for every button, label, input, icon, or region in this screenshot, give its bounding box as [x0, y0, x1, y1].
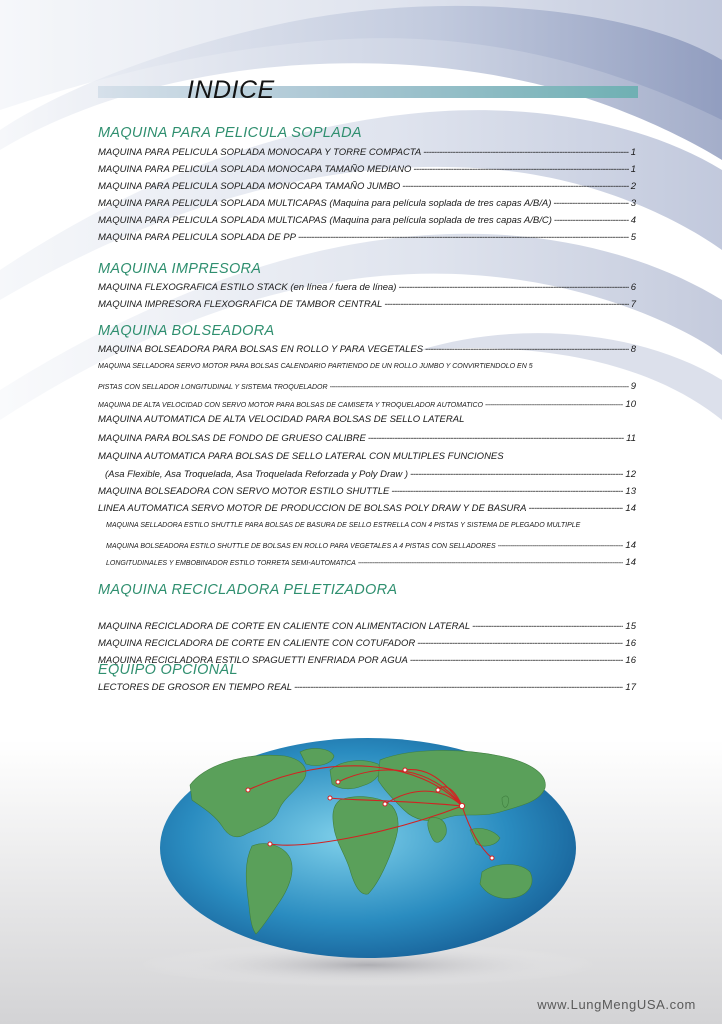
entry-text: MAQUINA RECICLADORA DE CORTE EN CALIENTE CON COTUFADOR [98, 638, 416, 649]
index-entry[interactable] [98, 682, 636, 693]
section-title: EQUIPO OPCIONAL [98, 662, 238, 678]
section-recycling [98, 582, 638, 666]
entry-text: (Asa Flexible, Asa Troquelada, Asa Troquelada Reforzada y Poly Draw ) [105, 469, 409, 480]
entry-text: LONGITUDINALES Y EMBOBINADOR ESTILO TORRETA SEMI-AUTOMATICA [106, 560, 356, 567]
entry-text: PISTAS CON SELLADOR LONGITUDINAL Y SISTEMA TROQUELADOR [98, 384, 328, 391]
entry-text: MAQUINA PARA PELICULA SOPLADA MULTICAPAS (Maquina para película soplada de tres capas A/B/A) [98, 198, 552, 209]
entry-text: MAQUINA PARA PELICULA SOPLADA DE PP [98, 232, 296, 243]
index-entry[interactable] [106, 522, 636, 529]
entry-text: MAQUINA PARA PELICULA SOPLADA MULTICAPAS (Maquina para película soplada de tres capas A/B/C) [98, 215, 552, 226]
dot-leader [368, 433, 624, 444]
dot-leader [485, 402, 623, 409]
section-bag-making [98, 323, 638, 568]
index-entry[interactable] [106, 540, 636, 551]
dot-leader [358, 560, 624, 567]
entry-text: MAQUINA BOLSEADORA ESTILO SHUTTLE DE BOLSAS EN ROLLO PARA VEGETALES A 4 PISTAS CON SELLADORES [106, 543, 496, 550]
dot-leader [413, 164, 628, 175]
index-entry[interactable] [98, 282, 636, 293]
entry-text: MAQUINA AUTOMATICA DE ALTA VELOCIDAD PARA BOLSAS DE SELLO LATERAL [98, 414, 465, 425]
index-entry[interactable] [98, 198, 636, 209]
entry-page: 14 [625, 503, 636, 514]
dot-leader [425, 344, 629, 355]
entry-page: 14 [625, 540, 636, 551]
dot-leader [417, 638, 623, 649]
entry-page: 5 [630, 232, 636, 243]
section-blown-film [98, 125, 638, 243]
entry-text: MAQUINA BOLSEADORA PARA BOLSAS EN ROLLO Y PARA VEGETALES [98, 344, 424, 355]
entry-page: 1 [630, 147, 636, 158]
entry-page: 3 [630, 198, 636, 209]
entry-page: 14 [625, 557, 636, 568]
entry-page: 8 [630, 344, 636, 355]
section-title: MAQUINA IMPRESORA [98, 261, 262, 277]
index-entry[interactable] [98, 486, 636, 497]
title-bar [98, 86, 638, 98]
dot-leader [384, 299, 628, 310]
index-entry[interactable] [105, 469, 636, 480]
entry-text: MAQUINA RECICLADORA DE CORTE EN CALIENTE CON ALIMENTACION LATERAL [98, 621, 471, 632]
entry-page: 10 [625, 399, 636, 410]
entry-page: 12 [625, 469, 636, 480]
index-entry[interactable] [98, 164, 636, 175]
entry-page: 11 [626, 433, 636, 444]
entry-text: MAQUINA RECICLADORA ESTILO SPAGUETTI ENFRIADA POR AGUA [98, 655, 408, 666]
entry-page: 7 [630, 299, 636, 310]
dot-leader [529, 503, 624, 514]
entry-text: MAQUINA BOLSEADORA CON SERVO MOTOR ESTILO SHUTTLE [98, 486, 390, 497]
entry-text: MAQUINA PARA PELICULA SOPLADA MONOCAPA TAMAÑO JUMBO [98, 181, 401, 192]
dot-leader [398, 282, 628, 293]
entry-text: MAQUINA DE ALTA VELOCIDAD CON SERVO MOTOR PARA BOLSAS DE CAMISETA Y TROQUELADOR AUTOMATICO [98, 402, 483, 409]
dot-leader [423, 147, 628, 158]
footer-website-url[interactable]: www.LungMengUSA.com [537, 997, 696, 1012]
index-entry[interactable] [98, 363, 636, 370]
index-entry[interactable] [98, 215, 636, 226]
dot-leader [391, 486, 623, 497]
index-entry[interactable] [98, 299, 636, 310]
entry-text: MAQUINA IMPRESORA FLEXOGRAFICA DE TAMBOR CENTRAL [98, 299, 383, 310]
entry-page: 9 [630, 381, 636, 392]
dot-leader [553, 198, 628, 209]
entry-page: 17 [625, 682, 636, 693]
entry-page: 16 [625, 655, 636, 666]
entry-text: MAQUINA SELLADORA ESTILO SHUTTLE PARA BOLSAS DE BASURA DE SELLO ESTRELLA CON 4 PISTAS Y SISTEMA DE PLEGADO MULTIPLE [106, 522, 581, 529]
dot-leader [554, 215, 629, 226]
index-entry[interactable] [98, 503, 636, 514]
index-entry[interactable] [98, 451, 636, 462]
index-entry[interactable] [98, 433, 636, 444]
index-entry[interactable] [106, 557, 636, 568]
entry-text: MAQUINA PARA BOLSAS DE FONDO DE GRUESO CALIBRE [98, 433, 366, 444]
entry-page: 13 [625, 486, 636, 497]
section-title: MAQUINA RECICLADORA PELETIZADORA [98, 582, 398, 598]
dot-leader [298, 232, 629, 243]
index-entry[interactable] [98, 147, 636, 158]
dot-leader [472, 621, 623, 632]
entry-text: MAQUINA PARA PELICULA SOPLADA MONOCAPA Y TORRE COMPACTA [98, 147, 422, 158]
section-optional-equipment [98, 662, 638, 693]
entry-text: LECTORES DE GROSOR EN TIEMPO REAL [98, 682, 293, 693]
index-entry[interactable] [98, 621, 636, 632]
index-entry[interactable] [98, 344, 636, 355]
section-printing [98, 261, 638, 310]
section-title: MAQUINA PARA PELICULA SOPLADA [98, 125, 362, 141]
entry-page: 15 [625, 621, 636, 632]
index-entry[interactable] [98, 414, 636, 425]
entry-page: 16 [625, 638, 636, 649]
page-title: INDICE [187, 76, 275, 104]
index-entry[interactable] [98, 638, 636, 649]
entry-text: MAQUINA SELLADORA SERVO MOTOR PARA BOLSAS CALENDARIO PARTIENDO DE UN ROLLO JUMBO Y CONVIRTIENDOLO EN 5 [98, 363, 533, 370]
dot-leader [330, 384, 629, 391]
index-entry[interactable] [98, 181, 636, 192]
index-entry[interactable] [98, 232, 636, 243]
entry-text: MAQUINA FLEXOGRAFICA ESTILO STACK (en línea / fuera de línea) [98, 282, 397, 293]
entry-page: 1 [630, 164, 636, 175]
section-title: MAQUINA BOLSEADORA [98, 323, 275, 339]
entry-text: LINEA AUTOMATICA SERVO MOTOR DE PRODUCCION DE BOLSAS POLY DRAW Y DE BASURA [98, 503, 527, 514]
index-entry[interactable] [98, 399, 636, 410]
entry-page: 2 [630, 181, 636, 192]
entry-page: 6 [630, 282, 636, 293]
dot-leader [294, 682, 623, 693]
entry-page: 4 [630, 215, 636, 226]
dot-leader [410, 469, 623, 480]
entry-text: MAQUINA PARA PELICULA SOPLADA MONOCAPA TAMAÑO MEDIANO [98, 164, 412, 175]
dot-leader [498, 543, 624, 550]
dot-leader [402, 181, 628, 192]
index-entry[interactable] [98, 381, 636, 392]
entry-text: MAQUINA AUTOMATICA PARA BOLSAS DE SELLO LATERAL CON MULTIPLES FUNCIONES [98, 451, 504, 462]
